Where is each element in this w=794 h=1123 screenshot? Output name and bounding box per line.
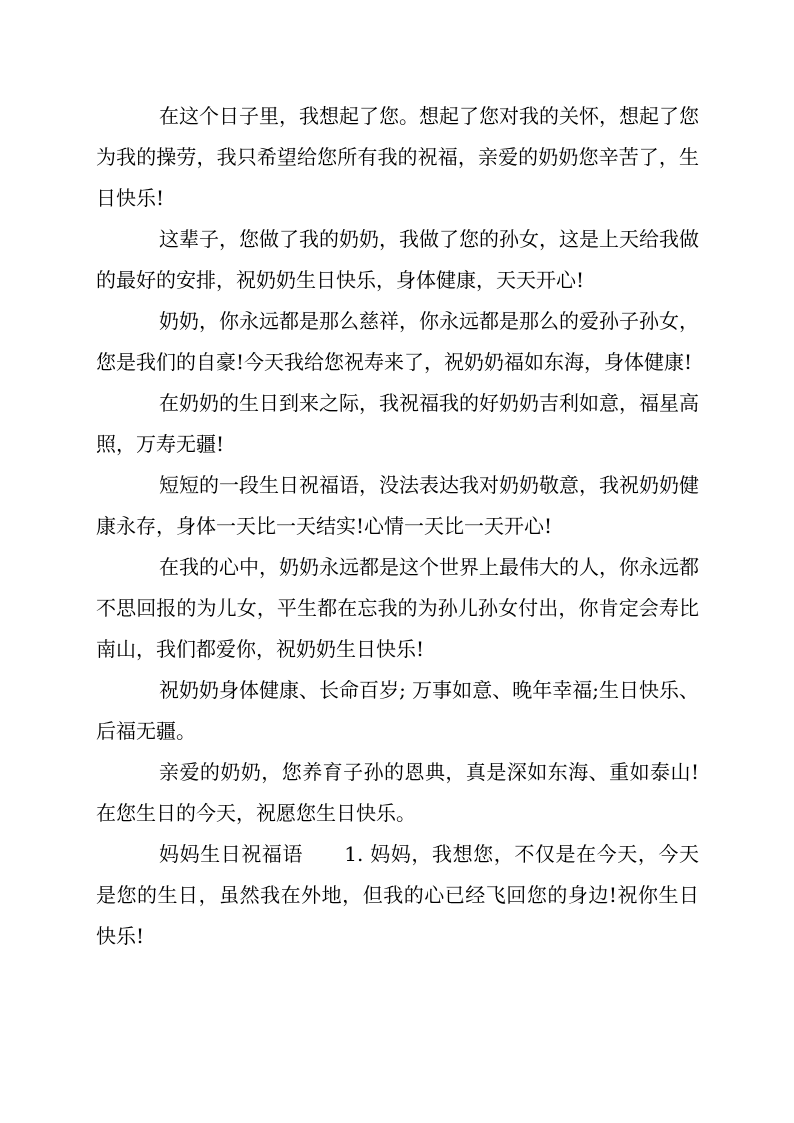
paragraph: 在奶奶的生日到来之际，我祝福我的好奶奶吉利如意，福星高照，万寿无疆! xyxy=(96,391,699,456)
paragraph: 亲爱的奶奶，您养育子孙的恩典，真是深如东海、重如泰山!在您生日的今天，祝愿您生日快乐。 xyxy=(96,760,699,825)
paragraph: 奶奶，你永远都是那么慈祥，你永远都是那么的爱孙子孙女，您是我们的自豪!今天我给您祝寿来了，祝奶奶福如东海，身体健康! xyxy=(96,309,699,374)
paragraph: 祝奶奶身体健康、长命百岁; 万事如意、晚年幸福;生日快乐、后福无疆。 xyxy=(96,678,699,743)
paragraph: 妈妈生日祝福语 1. 妈妈，我想您，不仅是在今天，今天是您的生日，虽然我在外地，但我的心已经飞回您的身边!祝你生日快乐! xyxy=(96,842,699,948)
paragraph: 这辈子，您做了我的奶奶，我做了您的孙女，这是上天给我做的最好的安排，祝奶奶生日快乐，身体健康，天天开心! xyxy=(96,227,699,292)
paragraph: 短短的一段生日祝福语，没法表达我对奶奶敬意，我祝奶奶健康永存，身体一天比一天结实!心情一天比一天开心! xyxy=(96,473,699,538)
paragraph: 在这个日子里，我想起了您。想起了您对我的关怀，想起了您为我的操劳，我只希望给您所有我的祝福，亲爱的奶奶您辛苦了，生日快乐! xyxy=(96,104,699,210)
document-body xyxy=(96,96,699,957)
paragraph: 在我的心中，奶奶永远都是这个世界上最伟大的人，你永远都不思回报的为儿女，平生都在忘我的为孙儿孙女付出，你肯定会寿比南山，我们都爱你，祝奶奶生日快乐! xyxy=(96,555,699,661)
